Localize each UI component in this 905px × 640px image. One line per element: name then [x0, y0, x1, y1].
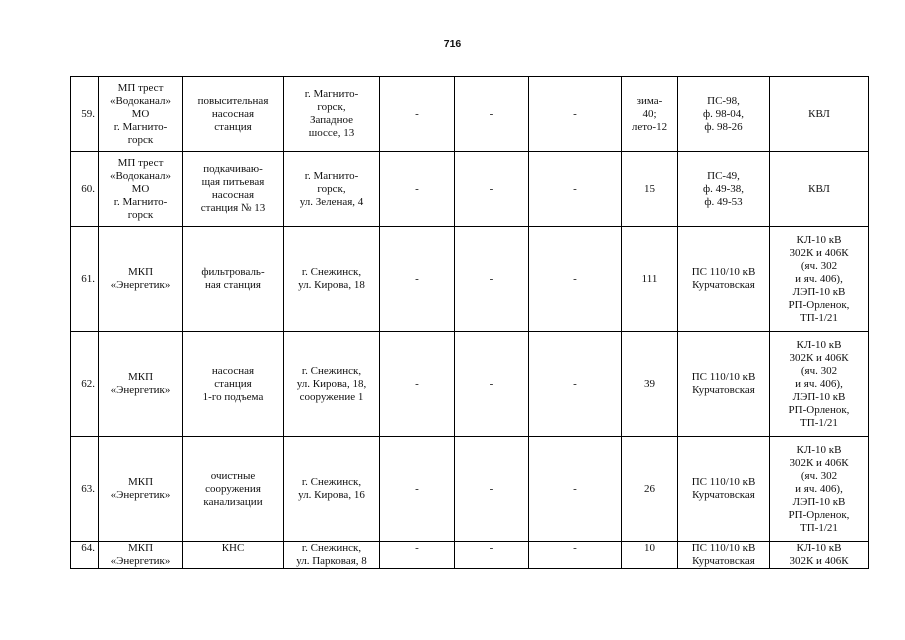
address-cell: г. Снежинск, ул. Кирова, 18, сооружение 1 — [284, 332, 380, 437]
object-cell: подкачиваю- щая питьевая насосная станция № 13 — [183, 152, 284, 227]
empty-cell: - — [380, 332, 455, 437]
organization-cell: МКП «Энергетик» — [99, 437, 183, 542]
object-cell: очистные сооружения канализации — [183, 437, 284, 542]
empty-cell: - — [455, 332, 529, 437]
object-cell: фильтроваль- ная станция — [183, 227, 284, 332]
row-number: 64. — [71, 542, 99, 569]
empty-cell: - — [529, 542, 622, 569]
table-row — [71, 77, 869, 152]
empty-cell: - — [529, 437, 622, 542]
address-cell: г. Снежинск, ул. Парковая, 8 — [284, 542, 380, 569]
empty-cell: - — [455, 77, 529, 152]
line-cell: КЛ-10 кВ 302К и 406К (яч. 302 и яч. 406), ЛЭП-10 кВ РП-Орленок, ТП-1/21 — [770, 437, 869, 542]
line-cell: КЛ-10 кВ 302К и 406К (яч. 302 и яч. 406), ЛЭП-10 кВ РП-Орленок, ТП-1/21 — [770, 227, 869, 332]
organization-cell: МП трест «Водоканал» МО г. Магнито- горск — [99, 77, 183, 152]
organization-cell: МКП «Энергетик» — [99, 227, 183, 332]
line-cell: КЛ-10 кВ 302К и 406К — [770, 542, 869, 569]
table-row — [71, 437, 869, 542]
empty-cell: - — [455, 227, 529, 332]
empty-cell: - — [380, 227, 455, 332]
table-row — [71, 227, 869, 332]
organization-cell: МКП «Энергетик» — [99, 332, 183, 437]
object-cell: КНС — [183, 542, 284, 569]
row-number: 61. — [71, 227, 99, 332]
row-number: 59. — [71, 77, 99, 152]
organization-cell: МП трест «Водоканал» МО г. Магнито- горск — [99, 152, 183, 227]
object-cell: повысительная насосная станция — [183, 77, 284, 152]
object-cell: насосная станция 1-го подъема — [183, 332, 284, 437]
empty-cell: - — [455, 437, 529, 542]
source-cell: ПС-49, ф. 49-38, ф. 49-53 — [678, 152, 770, 227]
line-cell: КЛ-10 кВ 302К и 406К (яч. 302 и яч. 406), ЛЭП-10 кВ РП-Орленок, ТП-1/21 — [770, 332, 869, 437]
load-cell: 15 — [622, 152, 678, 227]
source-cell: ПС-98, ф. 98-04, ф. 98-26 — [678, 77, 770, 152]
organization-cell: МКП «Энергетик» — [99, 542, 183, 569]
row-number: 60. — [71, 152, 99, 227]
empty-cell: - — [380, 152, 455, 227]
load-cell: 26 — [622, 437, 678, 542]
source-cell: ПС 110/10 кВ Курчатовская — [678, 227, 770, 332]
page-number: 716 — [443, 38, 462, 50]
load-cell: 10 — [622, 542, 678, 569]
table-row — [71, 332, 869, 437]
facilities-table — [70, 76, 869, 569]
address-cell: г. Снежинск, ул. Кирова, 16 — [284, 437, 380, 542]
empty-cell: - — [529, 152, 622, 227]
empty-cell: - — [380, 77, 455, 152]
source-cell: ПС 110/10 кВ Курчатовская — [678, 542, 770, 569]
row-number: 63. — [71, 437, 99, 542]
table-row — [71, 542, 869, 569]
row-number: 62. — [71, 332, 99, 437]
source-cell: ПС 110/10 кВ Курчатовская — [678, 437, 770, 542]
empty-cell: - — [380, 437, 455, 542]
address-cell: г. Снежинск, ул. Кирова, 18 — [284, 227, 380, 332]
address-cell: г. Магнито- горск, Западное шоссе, 13 — [284, 77, 380, 152]
empty-cell: - — [529, 227, 622, 332]
table-row — [71, 152, 869, 227]
load-cell: 111 — [622, 227, 678, 332]
line-cell: КВЛ — [770, 152, 869, 227]
load-cell: зима- 40; лето-12 — [622, 77, 678, 152]
address-cell: г. Магнито- горск, ул. Зеленая, 4 — [284, 152, 380, 227]
empty-cell: - — [529, 77, 622, 152]
load-cell: 39 — [622, 332, 678, 437]
empty-cell: - — [455, 542, 529, 569]
empty-cell: - — [455, 152, 529, 227]
empty-cell: - — [529, 332, 622, 437]
line-cell: КВЛ — [770, 77, 869, 152]
source-cell: ПС 110/10 кВ Курчатовская — [678, 332, 770, 437]
empty-cell: - — [380, 542, 455, 569]
